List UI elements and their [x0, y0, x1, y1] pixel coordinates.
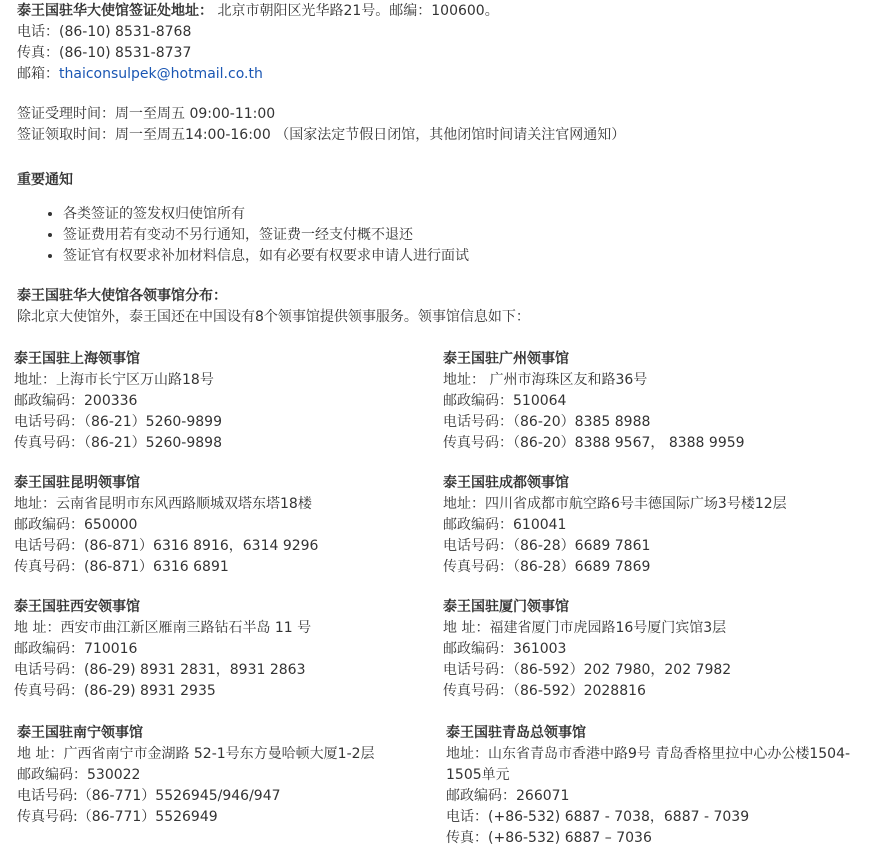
embassy-address: [17, 1, 499, 22]
visa-collect-hours: 签证领取时间：周一至周五14:00-16:00 （国家法定节假日闭馆，其他闭馆时间请关注官网通知）: [17, 127, 626, 143]
consulate-phone: 电话号码：（86-21）5260-9899: [14, 414, 222, 430]
consulate-address: 地址：四川省成都市航空路6号丰德国际广场3号楼12层: [443, 496, 787, 512]
embassy-email-label: 邮箱：: [17, 66, 59, 82]
embassy-email: [17, 64, 263, 85]
consulate-address: 地址：山东省青岛市香港中路9号 青岛香格里拉中心办公楼1504-1505单元: [446, 746, 851, 783]
consulate-postcode: 邮政编码：266071: [446, 788, 570, 804]
consulate-phone: 电话：(+86-532) 6887 - 7038，6887 - 7039: [446, 809, 750, 825]
consulate-address: 地 址：福建省厦门市虎园路16号厦门宾馆3层: [443, 620, 727, 636]
consulate-fax: 传真：(+86-532) 6887 – 7036: [446, 830, 652, 846]
embassy-phone: 电话：(86-10) 8531-8768: [17, 24, 192, 40]
email-link[interactable]: thaiconsulpek@hotmail.co.th: [59, 66, 263, 82]
consulate-address: 地址： 广州市海珠区友和路36号: [443, 372, 648, 388]
consulate-phone: 电话号码：(86-29) 8931 2831，8931 2863: [14, 662, 306, 678]
consulate-shanghai: [14, 349, 439, 454]
consulate-qingdao: [446, 723, 871, 849]
consulate-fax: 传真号码：（86-21）5260-9898: [14, 435, 222, 451]
consulate-postcode: 邮政编码：650000: [14, 517, 138, 533]
consulates-title: 泰王国驻华大使馆各领事馆分布：: [17, 288, 227, 304]
consulate-kunming: [14, 473, 439, 578]
consulate-guangzhou: [443, 349, 868, 454]
consulate-address: 地址：上海市长宁区万山路18号: [14, 372, 214, 388]
consulate-phone: 电话号码：（86-20）8385 8988: [443, 414, 651, 430]
consulate-fax: 传真号码：（86-592）2028816: [443, 683, 646, 699]
consulate-nanning: [17, 723, 392, 828]
consulate-postcode: 邮政编码：530022: [17, 767, 141, 783]
consulate-name: 泰王国驻青岛总领事馆: [446, 725, 586, 741]
consulate-postcode: 邮政编码：361003: [443, 641, 567, 657]
embassy-address-value: 北京市朝阳区光华路21号。邮编：100600。: [217, 3, 499, 19]
consulate-name: 泰王国驻上海领事馆: [14, 351, 140, 367]
consulate-postcode: 邮政编码：200336: [14, 393, 138, 409]
notice-title: 重要通知: [17, 172, 73, 188]
consulate-name: 泰王国驻南宁领事馆: [17, 725, 143, 741]
consulate-phone: 电话号码：（86-28）6689 7861: [443, 538, 651, 554]
consulate-phone: 电话号码：（86-592）202 7980，202 7982: [443, 662, 732, 678]
consulate-chengdu: [443, 473, 883, 578]
consulate-name: 泰王国驻广州领事馆: [443, 351, 569, 367]
consulate-address: 地 址：广西省南宁市金湖路 52-1号东方曼哈顿大厦1-2层: [17, 746, 375, 762]
consulate-phone: 电话号码：(86-871）6316 8916，6314 9296: [14, 538, 319, 554]
consulate-name: 泰王国驻成都领事馆: [443, 475, 569, 491]
consulate-address: 地 址：西安市曲江新区雁南三路钻石半岛 11 号: [14, 620, 312, 636]
list-item: • 签证官有权要求补加材料信息，如有必要有权要求申请人进行面试: [63, 246, 469, 267]
list-item: • 各类签证的签发权归使馆所有: [63, 204, 469, 225]
consulate-name: 泰王国驻西安领事馆: [14, 599, 140, 615]
embassy-address-label: 泰王国驻华大使馆签证处地址：: [17, 3, 213, 19]
consulate-xian: [14, 597, 439, 702]
consulate-fax: 传真号码：(86-871）6316 6891: [14, 559, 229, 575]
consulates-intro: 除北京大使馆外，泰王国还在中国设有8个领事馆提供领事服务。领事馆信息如下：: [17, 309, 530, 325]
consulate-xiamen: [443, 597, 868, 702]
consulate-postcode: 邮政编码：510064: [443, 393, 567, 409]
consulate-address: 地址：云南省昆明市东风西路顺城双塔东塔18楼: [14, 496, 312, 512]
list-item: • 签证费用若有变动不另行通知，签证费一经支付概不退还: [63, 225, 469, 246]
consulate-postcode: 邮政编码：710016: [14, 641, 138, 657]
consulate-name: 泰王国驻厦门领事馆: [443, 599, 569, 615]
embassy-fax: 传真：(86-10) 8531-8737: [17, 45, 192, 61]
consulate-fax: 传真号码：（86-20）8388 9567， 8388 9959: [443, 435, 745, 451]
consulate-fax: 传真号码：（86-28）6689 7869: [443, 559, 651, 575]
consulate-name: 泰王国驻昆明领事馆: [14, 475, 140, 491]
visa-accept-hours: 签证受理时间：周一至周五 09:00-11:00: [17, 106, 276, 122]
consulate-fax: 传真号码：(86-29) 8931 2935: [14, 683, 216, 699]
notice-list: [0, 204, 469, 267]
consulate-phone: 电话号码:（86-771）5526945/946/947: [17, 788, 281, 804]
consulate-postcode: 邮政编码：610041: [443, 517, 567, 533]
consulate-fax: 传真号码:（86-771）5526949: [17, 809, 218, 825]
